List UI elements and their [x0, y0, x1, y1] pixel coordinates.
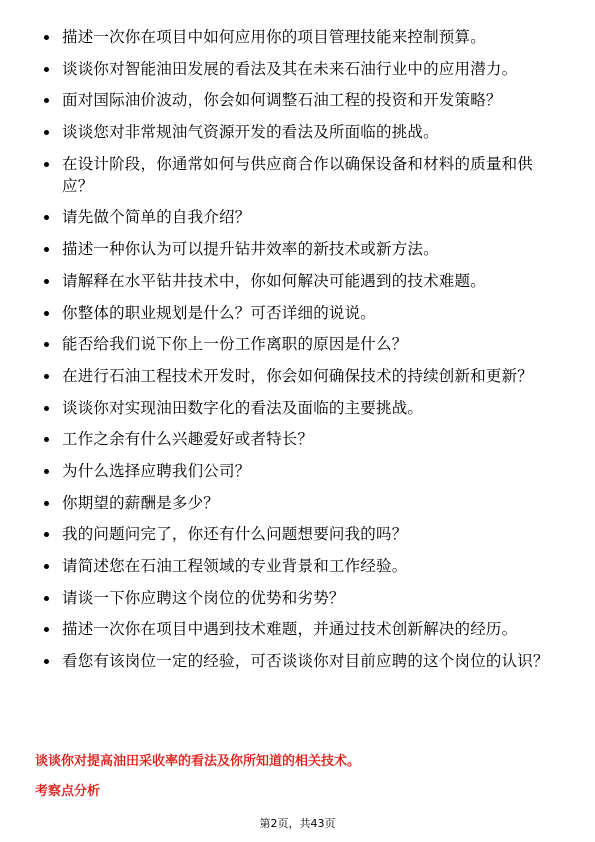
bullet-icon — [44, 501, 49, 506]
list-item — [0, 523, 595, 545]
bullet-icon — [44, 374, 49, 379]
bullet-icon — [44, 35, 49, 40]
list-item — [0, 365, 595, 387]
question-text: 面对国际油价波动，你会如何调整石油工程的投资和开发策略？ — [62, 91, 502, 110]
bullet-icon — [44, 67, 49, 72]
list-item — [0, 618, 595, 640]
list-item — [0, 238, 595, 260]
bullet-icon — [44, 98, 49, 103]
bullet-icon — [44, 532, 49, 537]
list-item — [0, 492, 595, 514]
bullet-icon — [44, 659, 49, 664]
list-item — [0, 302, 595, 324]
question-text: 在设计阶段，你通常如何与供应商合作以确保设备和材料的质量和供应？ — [62, 154, 534, 195]
question-text: 看您有该岗位一定的经验，可否谈谈你对目前应聘的这个岗位的认识？ — [62, 652, 549, 671]
list-item — [0, 555, 595, 577]
question-text: 你整体的职业规划是什么？可否详细的说说。 — [62, 303, 377, 322]
question-text: 请先做个简单的自我介绍？ — [62, 208, 251, 227]
bullet-icon — [44, 215, 49, 220]
bullet-icon — [44, 279, 49, 284]
list-item — [0, 587, 595, 609]
list-item — [0, 206, 595, 228]
list-item — [0, 460, 595, 482]
page-number: 第2页，共43页 — [259, 817, 336, 830]
question-text: 我的问题问完了，你还有什么问题想要问我的吗？ — [62, 525, 408, 544]
bullet-icon — [44, 564, 49, 569]
list-item — [0, 333, 595, 355]
bullet-icon — [44, 342, 49, 347]
bullet-icon — [44, 130, 49, 135]
list-item — [0, 58, 595, 80]
question-text: 能否给我们说下你上一份工作离职的原因是什么？ — [62, 335, 408, 354]
bullet-icon — [44, 469, 49, 474]
question-text: 请简述您在石油工程领域的专业背景和工作经验。 — [62, 557, 408, 575]
list-item — [0, 153, 595, 197]
highlight-question: 谈谈你对提高油田采收率的看法及你所知道的相关技术。 — [35, 754, 361, 769]
question-text: 描述一种你认为可以提升钻井效率的新技术或新方法。 — [62, 240, 439, 259]
question-text: 为什么选择应聘我们公司？ — [62, 461, 251, 480]
list-item — [0, 89, 595, 111]
bullet-icon — [44, 406, 49, 411]
list-item — [0, 121, 595, 143]
question-text: 你期望的薪酬是多少？ — [62, 493, 220, 512]
question-list — [0, 26, 595, 682]
question-text: 工作之余有什么兴趣爱好或者特长？ — [62, 430, 314, 449]
question-text: 谈谈您对非常规油气资源开发的看法及所面临的挑战。 — [62, 123, 439, 142]
question-text: 在进行石油工程技术开发时，你会如何确保技术的持续创新和更新？ — [62, 366, 534, 385]
bullet-icon — [44, 311, 49, 316]
section-heading: 考察点分析 — [35, 784, 101, 799]
list-item — [0, 270, 595, 292]
list-item — [0, 428, 595, 450]
question-text: 描述一次你在项目中遇到技术难题，并通过技术创新解决的经历。 — [62, 620, 518, 639]
question-text: 描述一次你在项目中如何应用你的项目管理技能来控制预算。 — [62, 28, 486, 46]
bullet-icon — [44, 247, 49, 252]
list-item — [0, 650, 595, 672]
list-item — [0, 26, 595, 48]
question-text: 请谈一下你应聘这个岗位的优势和劣势？ — [62, 588, 345, 607]
question-text: 请解释在水平钻井技术中，你如何解决可能遇到的技术难题。 — [62, 271, 486, 290]
bullet-icon — [44, 437, 49, 442]
bullet-icon — [44, 162, 49, 167]
bullet-icon — [44, 627, 49, 632]
list-item — [0, 397, 595, 419]
bullet-icon — [44, 596, 49, 601]
question-text: 谈谈你对实现油田数字化的看法及面临的主要挑战。 — [62, 398, 424, 417]
question-text: 谈谈你对智能油田发展的看法及其在未来石油行业中的应用潜力。 — [62, 59, 518, 78]
